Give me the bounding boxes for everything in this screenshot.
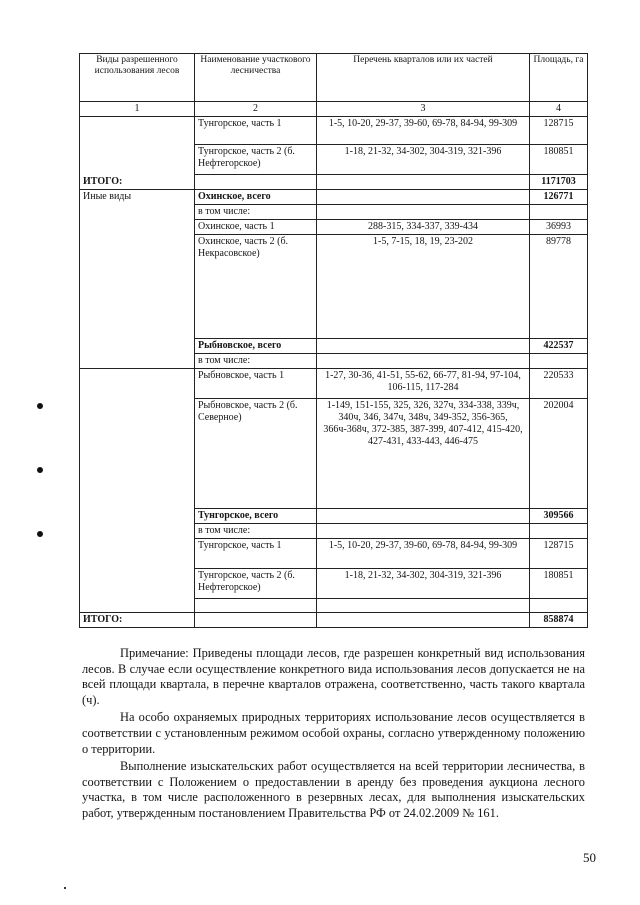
header-area: Площадь, га: [530, 54, 588, 102]
quarters-list: 288-315, 334-337, 339-434: [317, 220, 530, 235]
page-number: 50: [583, 850, 596, 865]
area-value: 128715: [530, 539, 588, 569]
quarters-list: 1-18, 21-32, 34-302, 304-319, 321-396: [317, 569, 530, 599]
binder-hole-mark: [37, 531, 43, 537]
forestry-total-area: 309566: [530, 509, 588, 524]
forestry-name: Охинское, часть 2 (б. Некрасовское): [195, 235, 317, 339]
area-value: 89778: [530, 235, 588, 339]
area-value: 36993: [530, 220, 588, 235]
notes-section: [82, 646, 585, 824]
forestry-name: Рыбновское, часть 2 (б. Северное): [195, 399, 317, 509]
forestry-area: [530, 599, 588, 613]
column-number-row: [80, 102, 588, 117]
area-value: 128715: [530, 117, 588, 145]
table-row: [80, 369, 588, 399]
including-label: в том числе:: [195, 354, 317, 369]
forestry-name: Тунгорское, часть 1: [195, 539, 317, 569]
quarters-list: 1-5, 7-15, 18, 19, 23-202: [317, 235, 530, 339]
forestry-total-name: Тунгорское, всего: [195, 509, 317, 524]
quarters-list: 1-5, 10-20, 29-37, 39-60, 69-78, 84-94, 99-309: [317, 539, 530, 569]
area-value: 180851: [530, 569, 588, 599]
forestry-name: Тунгорское, часть 1: [195, 117, 317, 145]
note-paragraph: На особо охраняемых природных территориях использование лесов осуществляется в соответствии с установленным режимом особой охраны, согласно утвержденному положению о территории.: [82, 710, 585, 756]
header-quarters: Перечень кварталов или их частей: [317, 54, 530, 102]
table-row: [80, 117, 588, 145]
table-row: [80, 613, 588, 628]
quarters-list: 1-27, 30-36, 41-51, 55-62, 66-77, 81-94, 97-104, 106-115, 117-284: [317, 369, 530, 399]
forest-use-table: [79, 53, 588, 628]
binder-hole-mark: [37, 467, 43, 473]
including-label: в том числе:: [195, 524, 317, 539]
header-use-type: Виды разрешенного использования лесов: [80, 54, 195, 102]
note-paragraph: Выполнение изыскательских работ осуществляется на всей территории лесничества, в соответствии с Положением о предоставлении в аренду без проведения аукциона лесного участка, в том числе расположенного в резервных лесах, для выполнения изыскательских работ, утвержденным постановлением Правительства РФ от 24.02.2009 № 161.: [82, 759, 585, 820]
column-number: 4: [530, 102, 588, 117]
forestry-name: Тунгорское, часть 2 (б. Нефтегорское): [195, 569, 317, 599]
table-row: [80, 190, 588, 205]
column-number: 3: [317, 102, 530, 117]
use-type-label: Иные виды: [80, 190, 195, 369]
itogo-label: ИТОГО:: [80, 117, 195, 190]
binder-hole-mark: [37, 403, 43, 409]
area-value: 220533: [530, 369, 588, 399]
forestry-name: Охинское, часть 1: [195, 220, 317, 235]
forestry-total-area: 422537: [530, 339, 588, 354]
itogo-label: ИТОГО:: [80, 613, 195, 628]
quarters-list: 1-149, 151-155, 325, 326, 327ч, 334-338, 339ч, 340ч, 346, 347ч, 348ч, 349-352, 356-365, 366ч-368ч, 372-385, 387-399, 407-412, 415-420, 427-431, 433-443, 446-475: [317, 399, 530, 509]
note-paragraph: Примечание: Приведены площади лесов, где разрешен конкретный вид использования лесов. В случае если осуществление конкретного вида использования лесов допускается не на всей площади квартала, в перечне кварталов отражена, соответственно, часть такого квартала (ч).: [82, 646, 585, 707]
total-area: 858874: [530, 613, 588, 628]
forestry-name: Рыбновское, часть 1: [195, 369, 317, 399]
total-area: 1171703: [530, 175, 588, 190]
area-value: 202004: [530, 399, 588, 509]
header-forestry: Наименование участкового лесничества: [195, 54, 317, 102]
forestry-total-name: Рыбновское, всего: [195, 339, 317, 354]
column-number: 2: [195, 102, 317, 117]
quarters-list: 1-5, 10-20, 29-37, 39-60, 69-78, 84-94, 99-309: [317, 117, 530, 145]
area-value: 180851: [530, 145, 588, 175]
including-label: в том числе:: [195, 205, 317, 220]
table-header-row: [80, 54, 588, 102]
forestry-name: Тунгорское, часть 2 (б. Нефтегорское): [195, 145, 317, 175]
column-number: 1: [80, 102, 195, 117]
forestry-total-area: 126771: [530, 190, 588, 205]
scan-speck: [64, 887, 66, 889]
quarters-list: 1-18, 21-32, 34-302, 304-319, 321-396: [317, 145, 530, 175]
forestry-total-name: Охинское, всего: [195, 190, 317, 205]
